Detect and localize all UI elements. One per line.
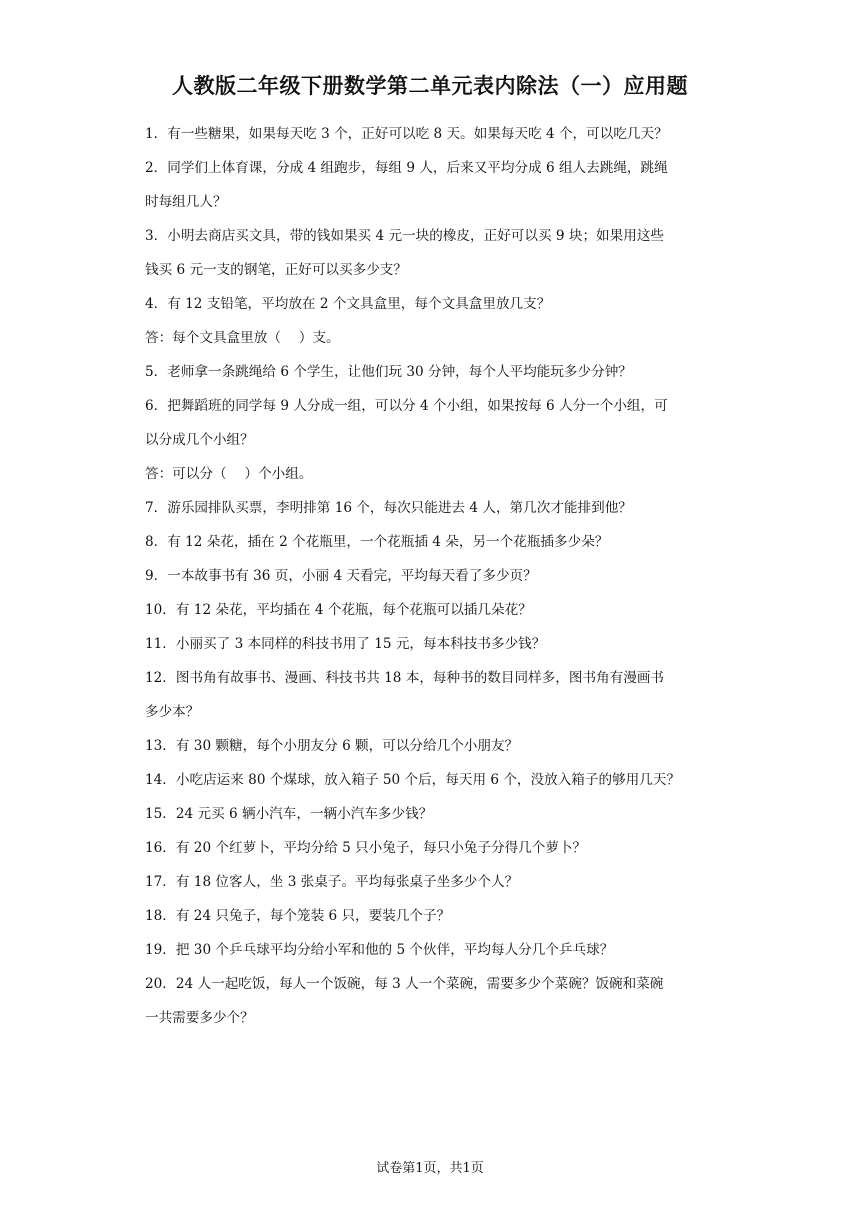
question-line: 时每组几人？ [145,194,227,210]
question-line: 19．把 30 个乒乓球平均分给小军和他的 5 个伙伴，平均每人分几个乒乓球？ [145,942,614,958]
question-line: 2．同学们上体育课，分成 4 组跑步，每组 9 人，后来又平均分成 6 组人去跳绳，跳绳 [145,160,668,176]
question-line: 20．24 人一起吃饭，每人一个饭碗，每 3 人一个菜碗，需要多少个菜碗？饭碗和菜碗 [145,976,664,992]
question-line: 18．有 24 只兔子，每个笼装 6 只，要装几个子？ [145,908,451,924]
page-title: 人教版二年级下册数学第二单元表内除法（一）应用题 [172,73,688,98]
question-line: 8．有 12 朵花，插在 2 个花瓶里，一个花瓶插 4 朵，另一个花瓶插多少朵？ [145,534,609,550]
question-line: 12．图书角有故事书、漫画、科技书共 18 本，每种书的数目同样多，图书角有漫画书 [145,670,665,686]
question-line: 3．小明去商店买文具，带的钱如果买 4 元一块的橡皮，正好可以买 9 块；如果用这些 [145,228,665,244]
question-line: 17．有 18 位客人，坐 3 张桌子。平均每张桌子坐多少个人？ [145,874,519,890]
question-line: 4．有 12 支铅笔，平均放在 2 个文具盒里，每个文具盒里放几支？ [145,296,551,312]
question-line: 一共需要多少个？ [145,1010,254,1026]
question-line: 16．有 20 个红萝卜，平均分给 5 只小兔子，每只小兔子分得几个萝卜？ [145,840,587,856]
question-line: 钱买 6 元一支的钢笔，正好可以买多少支？ [145,262,407,278]
question-line: 1．有一些糖果，如果每天吃 3 个，正好可以吃 8 天。如果每天吃 4 个，可以吃几天？ [145,126,668,142]
question-line: 11．小丽买了 3 本同样的科技书用了 15 元，每本科技书多少钱？ [145,636,546,652]
question-line: 以分成几个小组？ [145,432,254,448]
question-line: 14．小吃店运来 80 个煤球，放入箱子 50 个后，每天用 6 个，没放入箱子的够用几天？ [145,772,681,788]
answer-line: 答：可以分（ ）个小组。 [145,466,313,482]
question-line: 9．一本故事书有 36 页，小丽 4 天看完，平均每天看了多少页？ [145,568,537,584]
page-footer: 试卷第1页，共1页 [376,1161,484,1176]
question-line: 5．老师拿一条跳绳给 6 个学生，让他们玩 30 分钟，每个人平均能玩多少分钟？ [145,364,632,380]
answer-line: 答：每个文具盒里放（ ）支。 [145,330,340,346]
question-line: 15．24 元买 6 辆小汽车，一辆小汽车多少钱？ [145,806,433,822]
question-list [145,117,720,1035]
question-line: 多少本？ [145,704,200,720]
question-line: 13．有 30 颗糖，每个小朋友分 6 颗，可以分给几个小朋友？ [145,738,519,754]
question-line: 7．游乐园排队买票，李明排第 16 个，每次只能进去 4 人，第几次才能排到他？ [145,500,632,516]
question-line: 10．有 12 朵花，平均插在 4 个花瓶，每个花瓶可以插几朵花？ [145,602,532,618]
question-line: 6．把舞蹈班的同学每 9 人分成一组，可以分 4 个小组，如果按每 6 人分一个小组，可 [145,398,668,414]
